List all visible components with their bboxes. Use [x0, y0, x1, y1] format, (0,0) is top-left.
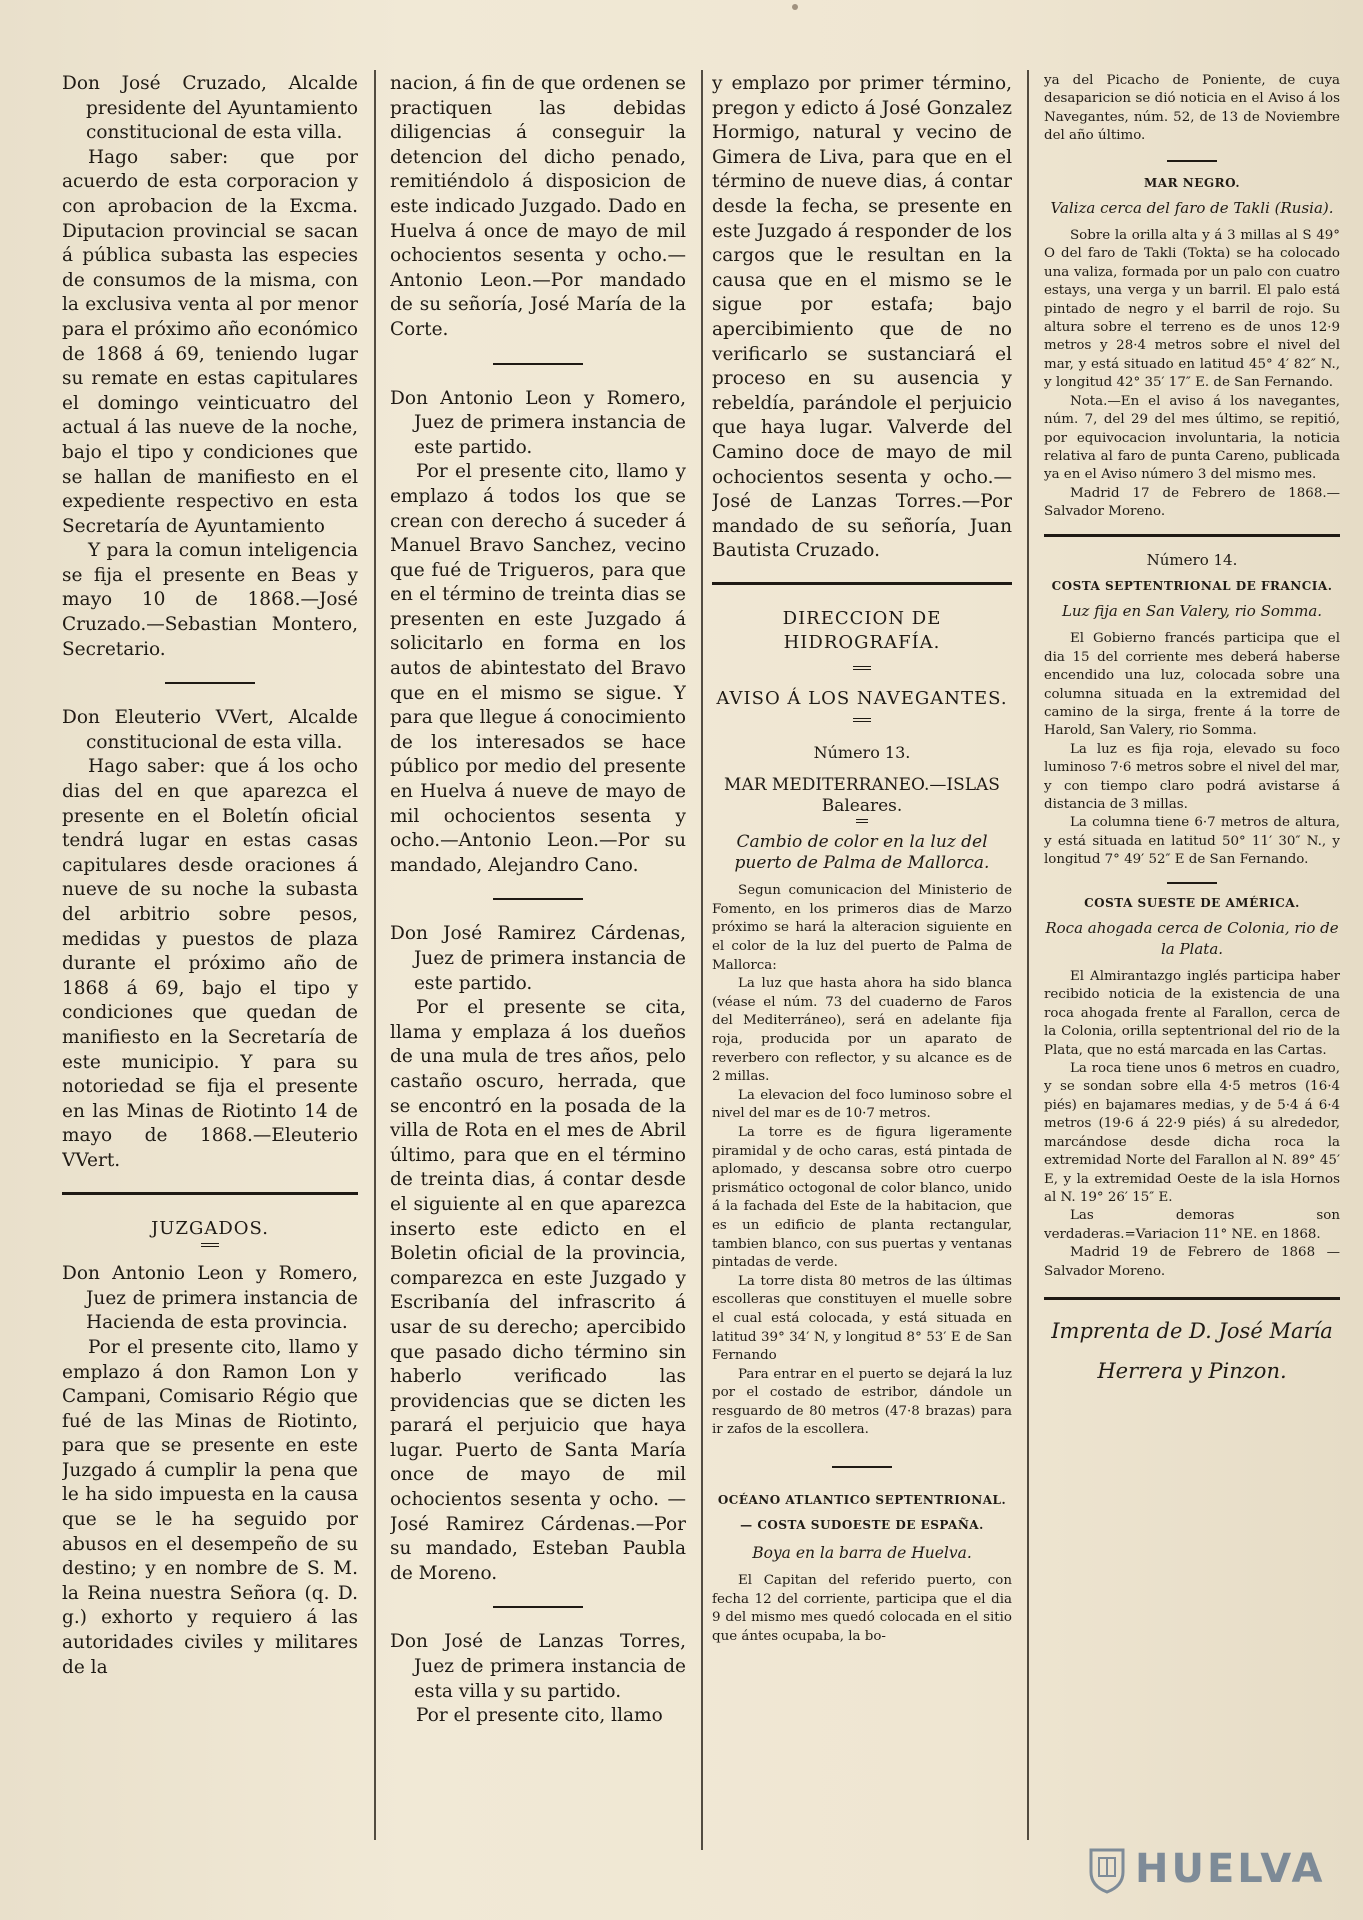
section-rule: [1044, 1297, 1340, 1300]
separator: [1167, 160, 1217, 162]
edict-paragraph: Por el presente cito, llamo: [416, 1705, 663, 1727]
coast-heading: COSTA SEPTENTRIONAL DE FRANCIA.: [1051, 578, 1333, 593]
separator: [493, 1606, 583, 1608]
edict-paragraph: Y para la comun inteligencia se fija el presente en Beas y mayo 10 de 1868.—José Cruzado.—Sebastian Montero, Secretario.: [62, 540, 358, 660]
sea-heading: MAR MEDITERRANEO.—ISLAS Baleares.: [724, 775, 1000, 817]
coast-heading: COSTA SUESTE DE AMÉRICA.: [1084, 895, 1300, 910]
section-title: AVISO Á LOS NAVEGANTES.: [716, 688, 1008, 710]
edict-paragraph: Por el presente cito, llamo y emplazo á don Ramon Lon y Campani, Comisario Régio que fué de las Minas de Riotinto, para que se presente en este Juzgado á cumplir la pena que le ha sido impuesta en la causa que se le ha seguido por abusos en el desempeño de su destino; y en nombre de S. M. la Reina nuestra Señora (q. D. g.) exhorto y requiero á las autoridades civiles y militares de la: [62, 1336, 358, 1678]
separator: [493, 363, 583, 365]
notice-paragraph: Para entrar en el puerto se dejará la luz por el costado de estribor, dándole un resguardo de 80 metros (47·8 brazas) para ir zafos de la escollera.: [712, 1366, 1012, 1438]
column-divider: [374, 70, 376, 1840]
notice-paragraph: La luz que hasta ahora ha sido blanca (véase el núm. 73 del cuaderno de Faros del Mediterráneo), será en adelante fija roja, producida por un aparato de reverbero con reflector, y su alcance es de 2 millas.: [712, 976, 1012, 1085]
separator: [1167, 882, 1217, 884]
separator: [832, 1466, 892, 1468]
watermark-text: HUELVA: [1135, 1846, 1326, 1892]
ornament: [201, 1243, 219, 1248]
archive-watermark: [1087, 1840, 1337, 1898]
notice-paragraph: Las demoras son verdaderas.=Variacion 11° NE. en 1868.: [1044, 1208, 1340, 1242]
notice-paragraph: La torre es de figura ligeramente piramidal y de ocho caras, está pintada de aplomado, y descansa sobre otro cuerpo prismático octogonal de color blanco, unido á la fachada del Este de la habitacion, que es un edificio de planta rectangular, tambien blanco, con sus puertas y ventanas pintadas de verde.: [712, 1124, 1012, 1271]
section-rule: [712, 582, 1012, 585]
edict-paragraph: y emplazo por primer término, pregon y edicto á José Gonzalez Hormigo, natural y vecino de Gimera de Liva, para que en el término de nueve dias, á contar desde la fecha, se presente en este Juzgado á responder de los cargos que le resultan en la causa que en el mismo se le sigue por estafa; bajo apercibimiento que de no verificarlo se sustanciará el proceso en su ausencia y rebeldía, parándole el perjuicio que haya lugar. Valverde del Camino doce de mayo de mil ochocientos sesenta y ocho.—José de Lanzas Torres.—Por mandado de su señoría, Juan Bautista Cruzado.: [712, 73, 1012, 562]
notice-paragraph: El Almirantazgo inglés participa haber recibido noticia de la existencia de una roca ahogada frente al Farallon, cerca de la Colonia, orilla septentrional del rio de la Plata, que no está marcada en las Cartas.: [1044, 969, 1340, 1058]
section-rule: [62, 1192, 358, 1195]
column-1: [62, 72, 358, 1880]
notice-number: Número 14.: [1146, 550, 1238, 569]
edict-heading: Don Eleuterio VVert, Alcalde constitucional de esta villa.: [62, 707, 358, 753]
column-divider: [701, 70, 703, 1850]
notice-title: Cambio de color en la luz del puerto de Palma de Mallorca.: [734, 832, 990, 874]
column-4: [1044, 72, 1340, 1880]
edict-heading: Don Antonio Leon y Romero, Juez de primera instancia de este partido.: [390, 387, 686, 458]
notice-title: Valiza cerca del faro de Takli (Rusia).: [1050, 199, 1334, 218]
ornament: [853, 718, 871, 723]
archive-seal-icon: [1087, 1844, 1127, 1894]
column-2: [390, 72, 686, 1880]
edict-heading: Don José de Lanzas Torres, Juez de primera instancia de esta villa y su partido.: [390, 1631, 686, 1702]
notice-paragraph: Sobre la orilla alta y á 3 millas al S 49° O del faro de Takli (Tokta) se ha colocado una valiza, formada por un palo con cuatro estays, una verga y un barril. El palo está pintado de negro y el barril de rojo. Su altura sobre el terreno es de unos 12·9 metros y 28·4 metros sobre el nivel del mar, y está situado en latitud 45° 4′ 82″ N., y longitud 42° 35′ 17″ E. de San Fernando.: [1044, 228, 1340, 391]
edict-heading: Don José Ramirez Cárdenas, Juez de primera instancia de este partido.: [390, 923, 686, 994]
notice-paragraph: Nota.—En el aviso á los navegantes, núm. 7, del 29 del mes último, se repitió, por equivocacion involuntaria, la noticia relativa al faro de punta Careno, publicada ya en el Aviso número 3 del mismo mes.: [1044, 393, 1340, 483]
edict-paragraph: nacion, á fin de que ordenen se practiquen las debidas diligencias á conseguir la detencion del dicho penado, remitiéndolo á disposicion de este indicado Juzgado. Dado en Huelva á once de mayo de mil ochocientos sesenta y ocho.—Antonio Leon.—Por mandado de su señoría, José María de la Corte.: [390, 73, 686, 340]
section-rule: [1044, 534, 1340, 537]
edict-paragraph: Hago saber: que á los ocho dias del en que aparezca el presente en el Boletín oficial tendrá lugar en estas casas capitulares desde oraciones á nueve de su noche la subasta del arbitrio sobre pesos, medidas y puestos de plaza durante el próximo año de 1868 á 69, bajo el tipo y condiciones que quedan de manifiesto en la Secretaría de este municipio. Y para su notoriedad se fija el presente en las Minas de Riotinto 14 de mayo de 1868.—Eleuterio VVert.: [62, 756, 358, 1171]
notice-paragraph: La luz es fija roja, elevado su foco luminoso 7·6 metros sobre el nivel del mar, y con tiempo claro podrá avistarse á distancia de 3 millas.: [1044, 741, 1340, 812]
column-divider: [1027, 70, 1029, 1840]
notice-paragraph: El Capitan del referido puerto, con fecha 12 del corriente, participa que el dia 9 del mismo mes quedó colocada en el sitio que ántes ocupaba, la bo-: [712, 1573, 1012, 1645]
notice-paragraph: El Gobierno francés participa que el dia 15 del corriente mes deberá haberse encendido una luz, colocada sobre una columna situada en la extremidad del camino de la sirga, frente á la torre de Harold, San Valery, rio Somma.: [1044, 631, 1340, 739]
column-3: [712, 72, 1012, 1880]
edict-paragraph: Por el presente se cita, llama y emplaza á los dueños de una mula de tres años, pelo castaño oscuro, herrada, que se encontró en la posada de la villa de Rota en el mes de Abril último, para que en el término de treinta dias, á contar desde el siguiente al en que aparezca inserto este edicto en el Boletin oficial de la provincia, comparezca en este Juzgado y Escribanía del infrascrito á usar de su derecho; apercibido que pasado dicho término sin haberlo verificado las providencias que se dicten les parará el perjuicio que haya lugar. Puerto de Santa María once de mayo de mil ochocientos sesenta y ocho. —José Ramirez Cárdenas.—Por su mandado, Esteban Paubla de Moreno.: [390, 997, 686, 1584]
notice-paragraph: La columna tiene 6·7 metros de altura, y está situada en latitud 50° 11′ 30″ N., y longitud 7° 49′ 52″ E de San Fernando.: [1044, 815, 1340, 868]
sea-heading: OCÉANO ATLANTICO SEPTENTRIONAL.— COSTA SUDOESTE DE ESPAÑA.: [717, 1493, 1007, 1532]
edict-paragraph: Por el presente cito, llamo y emplazo á todos los que se crean con derecho á suceder á Manuel Bravo Sanchez, vecino que fué de Trigueros, para que en el término de treinta dias se presenten en este Juzgado á solicitarlo en forma en los autos de abintestato del Bravo que en el mismo se sigue. Y para que llegue á conocimiento de los interesados se hace público por medio del presente en Huelva á nueve de mayo de mil ochocientos sesenta y ocho.—Antonio Leon.—Por su mandado, Alejandro Cano.: [390, 461, 686, 876]
notice-paragraph: La roca tiene unos 6 metros en cuadro, y se sondan sobre ella 4·5 metros (16·4 piés) en bajamares medias, y de 5·4 á 6·4 metros (19·6 á 22·9 piés) á su alrededor, marcándose desde dicha roca la extremidad Norte del Farallon al N. 89° 45′ E, y la extremidad Oeste de la isla Hornos al N. 19° 26′ 15″ E.: [1044, 1061, 1340, 1205]
notice-title: Luz fija en San Valery, rio Somma.: [1061, 602, 1323, 621]
notice-number: Número 13.: [813, 742, 911, 762]
signature: Madrid 19 de Febrero de 1868 — Salvador Moreno.: [1044, 1245, 1340, 1279]
notice-paragraph: La elevacion del foco luminoso sobre el nivel del mar es de 10·7 metros.: [712, 1087, 1012, 1122]
notice-title: Roca ahogada cerca de Colonia, rio de la Plata.: [1045, 919, 1339, 959]
notice-paragraph: ya del Picacho de Poniente, de cuya desaparicion se dió noticia en el Aviso á los Navegantes, núm. 52, de 13 de Noviembre del año último.: [1044, 73, 1340, 144]
notice-title: Boya en la barra de Huelva.: [752, 1544, 972, 1563]
ornament: [853, 666, 871, 671]
signature: Madrid 17 de Febrero de 1868.—Salvador Moreno.: [1044, 485, 1340, 520]
section-title: JUZGADOS.: [151, 1217, 269, 1239]
notice-paragraph: La torre dista 80 metros de las últimas escolleras que constituyen el muelle sobre el cual está colocada, y está situada en latitud 39° 34′ N, y longitud 8° 53′ E de San Fernando: [712, 1273, 1012, 1364]
section-title: DIRECCION DE HIDROGRAFÍA.: [782, 607, 942, 654]
edict-paragraph: Hago saber: que por acuerdo de esta corporacion y con aprobacion de la Excma. Diputacion provincial se sacan á pública subasta las especies de consumos de la misma, con la exclusiva venta al por menor para el próximo año económico de 1868 á 69, teniendo lugar su remate en estas capitulares el domingo veinticuatro del actual á las nueve de la noche, bajo el tipo y condiciones que se hallan de manifiesto en el expediente respectivo en esta Secretaría de Ayuntamiento: [62, 146, 358, 537]
printer-imprint: Imprenta de D. José María: [1051, 1318, 1333, 1343]
notice-paragraph: Segun comunicacion del Ministerio de Fomento, en los primeros dias de Marzo próximo se hará la alteracion siguiente en el color de la luz del puerto de Palma de Mallorca:: [712, 883, 1012, 973]
print-mark: [792, 4, 798, 10]
separator: [493, 898, 583, 900]
separator: [165, 682, 255, 684]
sea-heading: MAR NEGRO.: [1143, 175, 1240, 190]
edict-heading: Don Antonio Leon y Romero, Juez de primera instancia de Hacienda de esta provincia.: [62, 1263, 358, 1334]
edict-heading: Don José Cruzado, Alcalde presidente del Ayuntamiento constitucional de esta villa.: [62, 73, 358, 144]
printer-imprint: Herrera y Pinzon.: [1097, 1358, 1287, 1383]
ornament: [856, 819, 868, 824]
